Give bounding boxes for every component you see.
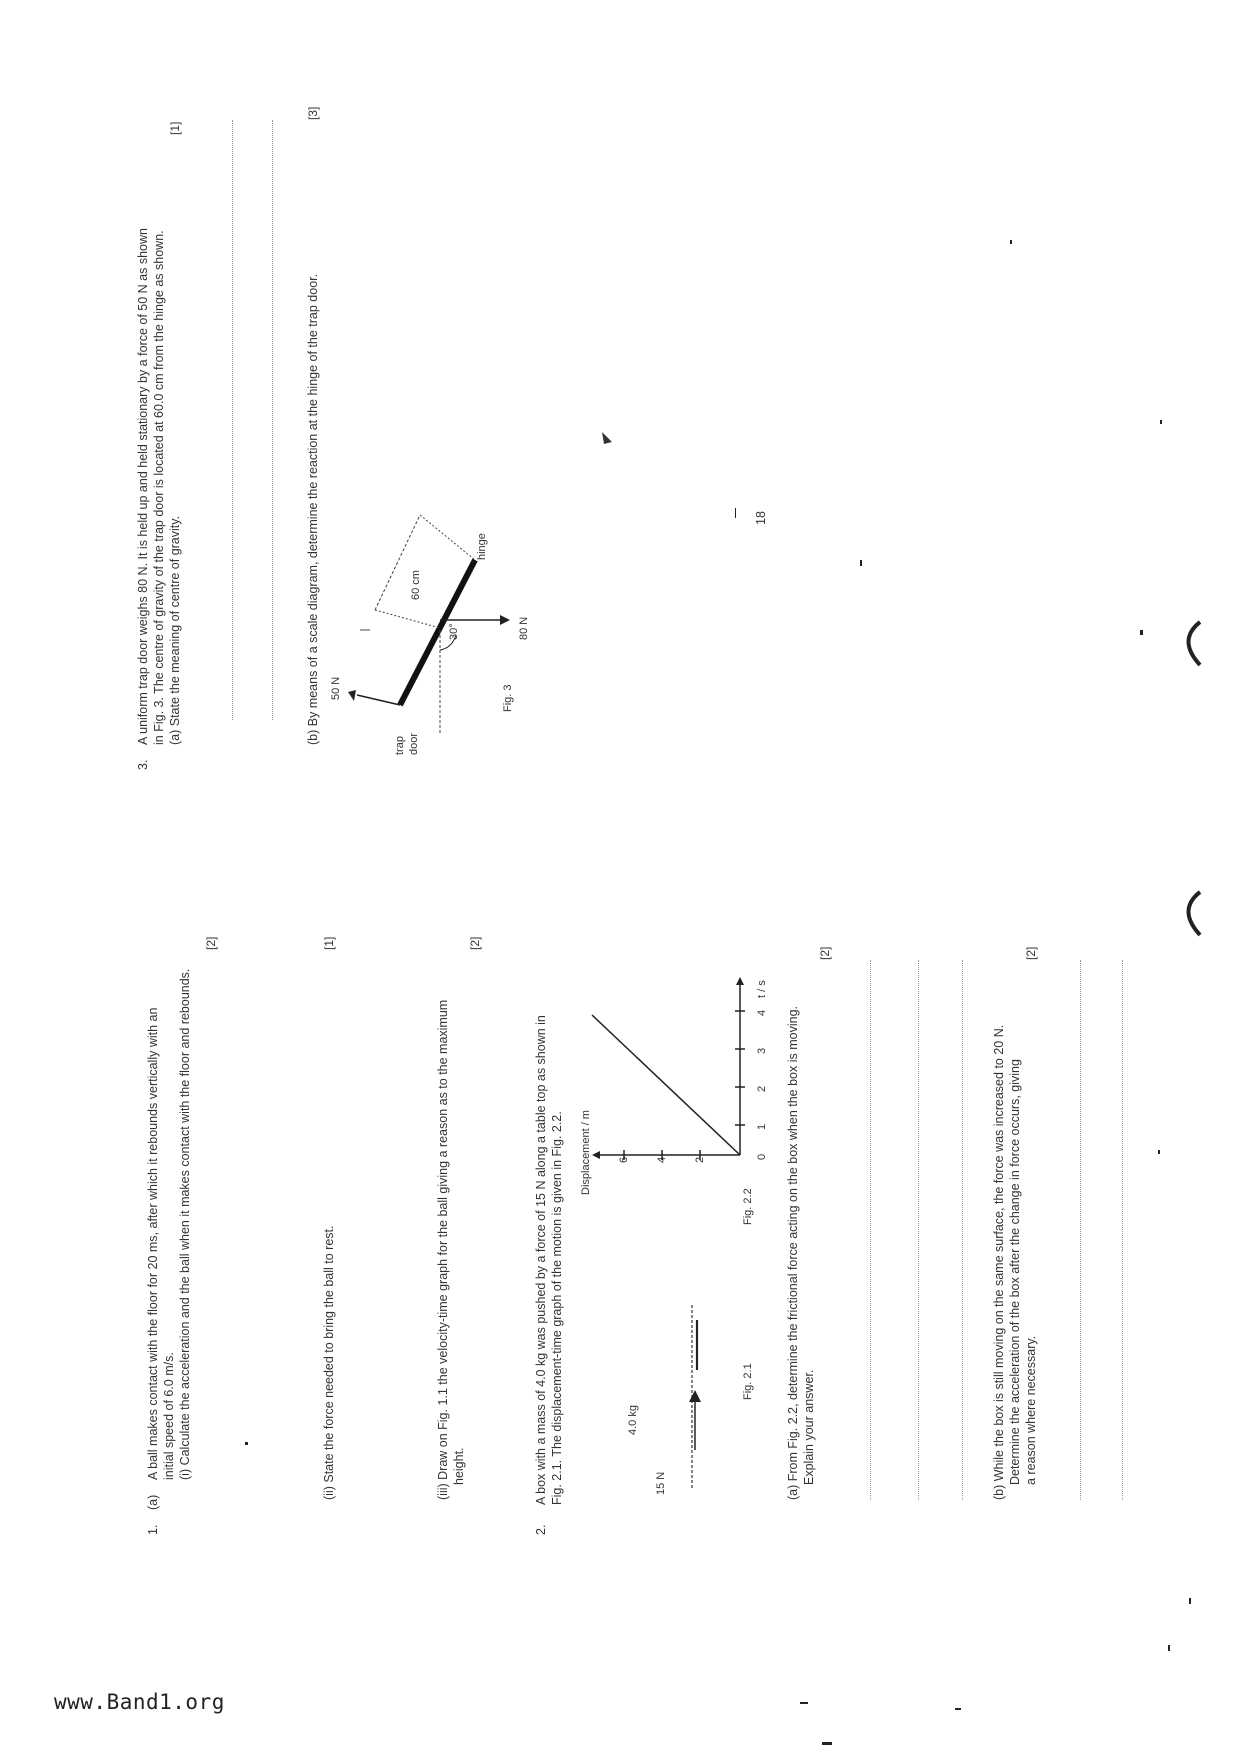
scan-speck: [1140, 630, 1143, 635]
graph-xtick-3: 3: [756, 1047, 768, 1054]
q1-line1: A ball makes contact with the floor for 20 ms, after which it rebounds vertically with an: [146, 1007, 160, 1480]
scan-mark: [600, 430, 630, 460]
q2-sub-b-b: Determine the acceleration of the box after the change in force occurs, giving: [1008, 1059, 1022, 1485]
q1-sub-iii-b: height.: [452, 1447, 466, 1485]
scan-speck: [1160, 420, 1162, 424]
graph-ytick-2: 2: [694, 1156, 706, 1163]
q1-part-a: (a): [146, 1494, 160, 1510]
q3-number: 3.: [136, 759, 150, 770]
q2-line1: A box with a mass of 4.0 kg was pushed by a force of 15 N along a table top as shown in: [534, 1015, 548, 1505]
answer-line: [870, 960, 871, 1500]
q1-number: 1.: [146, 1524, 160, 1535]
fig-2-2-caption: Fig. 2.2: [742, 1188, 754, 1225]
graph-xlabel: t / s: [756, 980, 768, 998]
q2-mass-label: 4.0 kg: [627, 1405, 639, 1435]
force-50-label: 50 N: [330, 676, 342, 700]
q2-sub-a: (a) From Fig. 2.2, determine the frictional force acting on the box when the box is moving.: [786, 1006, 800, 1500]
angle-label: 30°: [448, 623, 460, 640]
hinge-label: hinge: [476, 533, 488, 560]
fig-2-1-caption: Fig. 2.1: [742, 1363, 754, 1400]
q3-line2: in Fig. 3. The centre of gravity of the trap door is located at 60.0 cm from the hinge as shown.: [152, 230, 166, 745]
q2-mark-b: [2]: [1024, 946, 1038, 960]
scan-speck: [1010, 240, 1012, 244]
scan-speck: [800, 1702, 808, 1704]
answer-line: [272, 120, 273, 720]
q2-sub-a-b: Explain your answer.: [802, 1369, 816, 1485]
scan-speck: [1189, 1598, 1191, 1604]
displacement-time-graph: [570, 955, 760, 1215]
answer-line: [962, 960, 963, 1500]
graph-xtick-4: 4: [756, 1009, 768, 1016]
scan-speck: [1158, 1150, 1160, 1154]
q1-mark-ii: [1]: [322, 936, 336, 950]
q2-line2: Fig. 2.1. The displacement-time graph of the motion is given in Fig. 2.2.: [550, 1111, 564, 1505]
q3-line1: A uniform trap door weighs 80 N. It is held up and held stationary by a force of 50 N as shown: [136, 228, 150, 745]
fig-2-1: [640, 1300, 780, 1500]
answer-line: [1122, 960, 1123, 1500]
page-number: 18: [754, 511, 768, 525]
door-label-1: trap: [394, 736, 406, 755]
watermark: www.Band1.org: [54, 1690, 225, 1714]
q1-sub-iii: (iii) Draw on Fig. 1.1 the velocity-time graph for the ball giving a reason as to the maximum: [436, 999, 450, 1500]
page-number-rule: [735, 508, 736, 518]
q1-line2: initial speed of 6.0 m/s.: [162, 1352, 176, 1480]
scan-speck: [1168, 1645, 1170, 1651]
graph-xtick-1: 1: [756, 1123, 768, 1130]
scan-speck: [822, 1742, 832, 1745]
q3-sub-a: (a) State the meaning of centre of gravity.: [168, 515, 182, 745]
scan-mark: [1175, 890, 1205, 940]
scan-speck: [860, 560, 862, 566]
q1-mark-i: [2]: [204, 936, 218, 950]
answer-line: [918, 960, 919, 1500]
q2-mark-a: [2]: [818, 946, 832, 960]
answer-line: [1080, 960, 1081, 1500]
graph-ytick-6: 6: [618, 1156, 630, 1163]
distance-label: 60 cm: [410, 570, 422, 600]
q1-sub-ii: (ii) State the force needed to bring the ball to rest.: [322, 1225, 336, 1500]
graph-xtick-2: 2: [756, 1085, 768, 1092]
door-label-2: door: [408, 732, 420, 755]
answer-line: [232, 120, 233, 720]
q2-force-label: 15 N: [655, 1471, 667, 1495]
displacement-line: [592, 1015, 740, 1155]
graph-xtick-0: 0: [756, 1153, 768, 1160]
q3-mark-a: [1]: [168, 121, 182, 135]
q2-sub-b-c: a reason where necessary.: [1024, 1335, 1038, 1485]
q1-mark-iii: [2]: [468, 936, 482, 950]
force-80-label: 80 N: [518, 616, 530, 640]
scan-speck: [245, 1442, 248, 1445]
graph-ytick-4: 4: [656, 1156, 668, 1163]
q1-sub-i: (i) Calculate the acceleration and the ball when it makes contact with the floor and rebounds.: [178, 968, 192, 1480]
fig-3-caption: Fig. 3: [502, 684, 514, 712]
q3-sub-b: (b) By means of a scale diagram, determine the reaction at the hinge of the trap door.: [306, 273, 320, 745]
q2-number: 2.: [534, 1524, 548, 1535]
scan-speck: [955, 1708, 961, 1710]
graph-ylabel: Displacement / m: [580, 1110, 592, 1195]
q3-mark-b: [3]: [306, 106, 320, 120]
scan-mark: [1175, 620, 1205, 670]
q2-sub-b: (b) While the box is still moving on the same surface, the force was increased to 20 N.: [992, 1024, 1006, 1500]
